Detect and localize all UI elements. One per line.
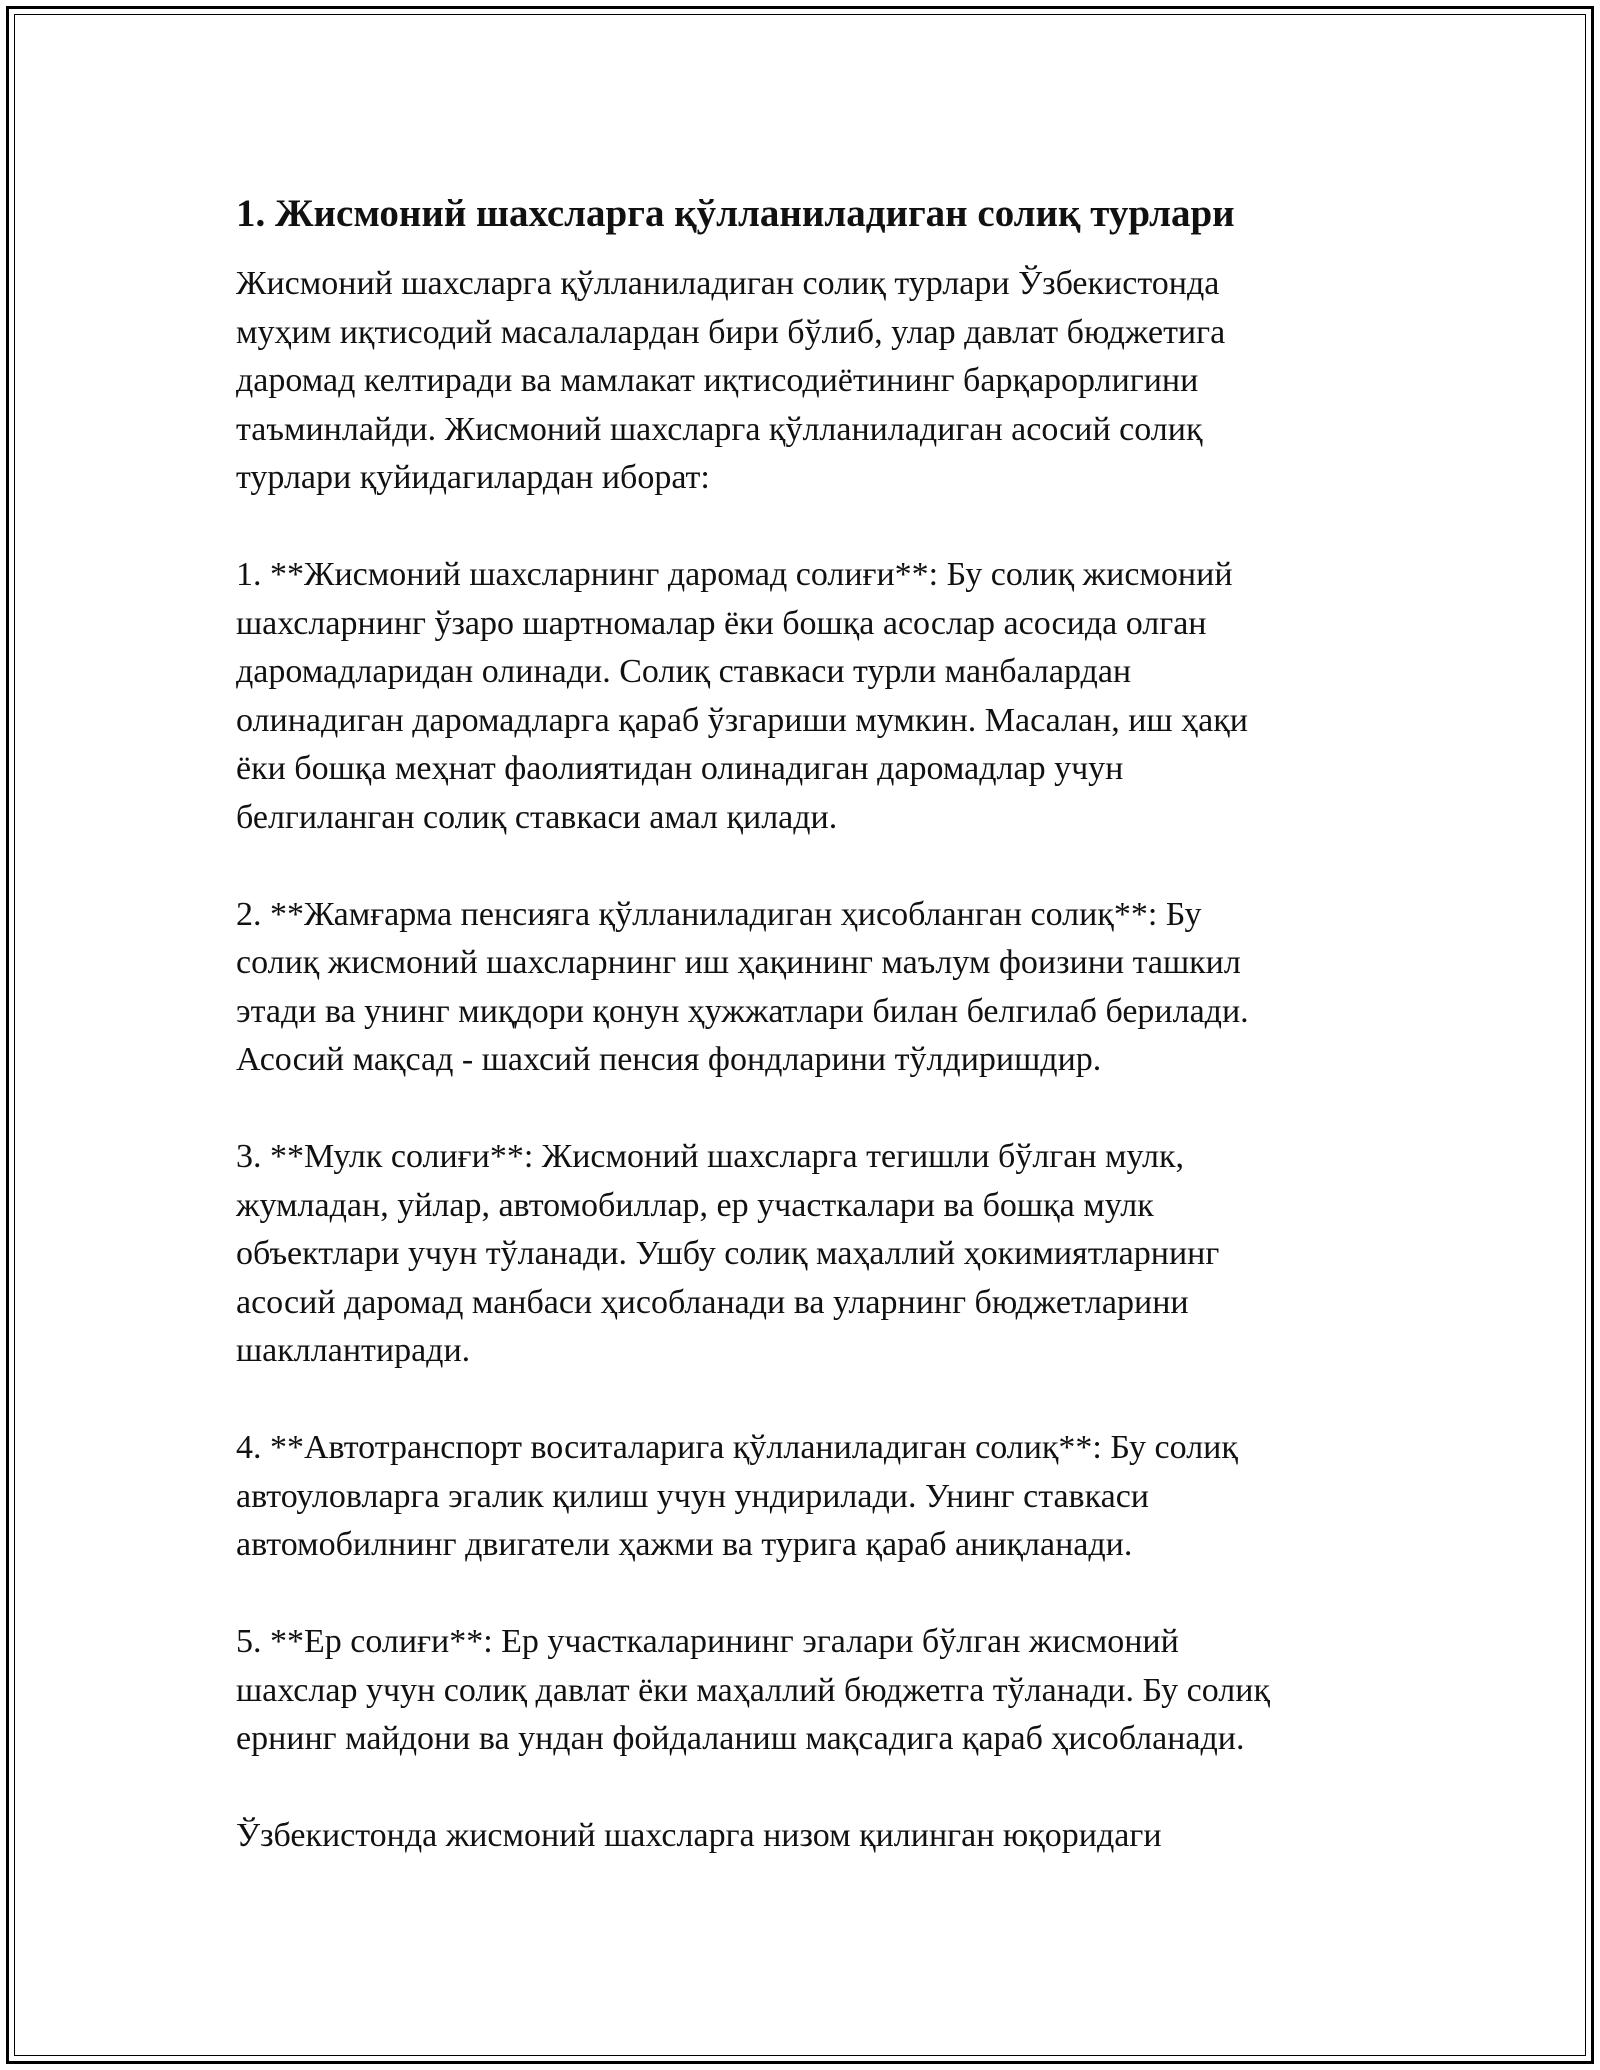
closing-paragraph: Ўзбекистонда жисмоний шахсларга низом қилинган юқоридаги [236, 1817, 1162, 1854]
list-item-property-tax: 3. **Мулк солиғи**: Жисмоний шахсларга тегишли бўлган мулк, жумладан, уйлар, автомобиллар, ер участкалари ва бошқа мулк объектлари учун тўланади. Ушбу солиқ маҳаллий ҳокимиятларнинг асосий даромад манбаси ҳисобланади ва уларнинг бюджетларини шакллантиради. [236, 1138, 1220, 1369]
list-item-income-tax: 1. **Жисмоний шахсларнинг даромад солиғи**: Бу солиқ жисмоний шахсларнинг ўзаро шартномалар ёки бошқа асослар асосида олган даромадларидан олинади. Солиқ ставкаси турли манбалардан олинадиган даромадларга қараб ўзгариши мумкин. Масалан, иш ҳақи ёки бошқа меҳнат фаолиятидан олинадиган даромадлар учун белгиланган солиқ ставкаси амал қилади. [236, 556, 1248, 836]
intro-paragraph: Жисмоний шахсларга қўлланиладиган солиқ турлари Ўзбекистонда муҳим иқтисодий масалалардан бири бўлиб, улар давлат бюджетига даромад келтиради ва мамлакат иқтисодиётининг барқарорлигини таъминлайди. Жисмоний шахсларга қўлланиладиган асосий солиқ турлари қуйидагилардан иборат: [236, 265, 1226, 496]
document-body [236, 188, 1386, 1909]
section-heading: 1. Жисмоний шахсларга қўлланиладиган солиқ турлари [236, 192, 1235, 235]
list-item-pension-tax: 2. **Жамғарма пенсияга қўлланиладиган ҳисобланган солиқ**: Бу солиқ жисмоний шахсларнинг иш ҳақининг маълум фоизини ташкил этади ва унинг миқдори қонун ҳужжатлари билан белгилаб берилади. Асосий мақсад - шахсий пенсия фондларини тўлдиришдир. [236, 895, 1249, 1078]
list-item-land-tax: 5. **Ер солиғи**: Ер участкаларининг эгалари бўлган жисмоний шахслар учун солиқ давлат ёки маҳаллий бюджетга тўланади. Бу солиқ ернинг майдони ва ундан фойдаланиш мақсадига қараб ҳисобланади. [236, 1623, 1270, 1757]
list-item-vehicle-tax: 4. **Автотранспорт воситаларига қўлланиладиган солиқ**: Бу солиқ автоуловларга эгалик қилиш учун ундирилади. Унинг ставкаси автомобилнинг двигатели ҳажми ва турига қараб аниқланади. [236, 1429, 1238, 1563]
